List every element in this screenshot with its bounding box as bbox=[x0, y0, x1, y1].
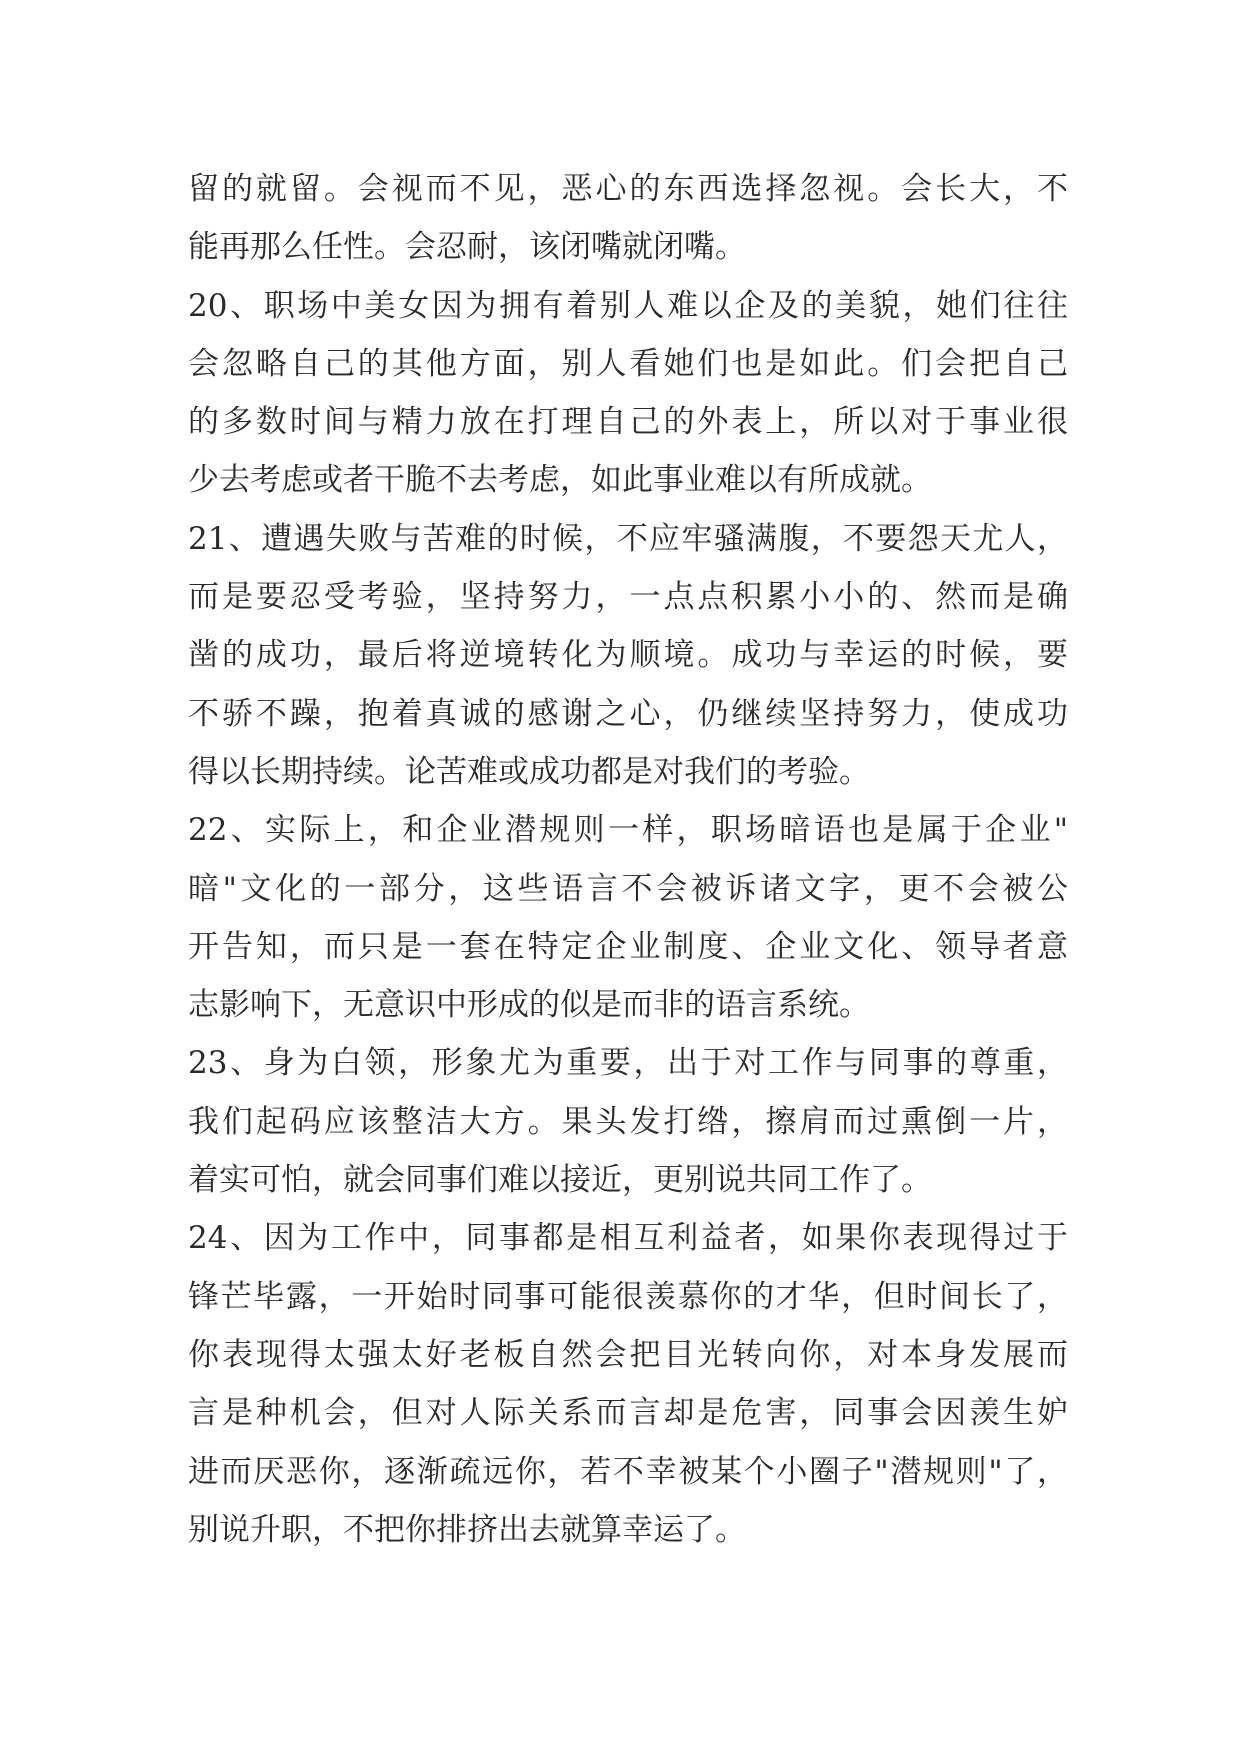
text-line: 我们起码应该整洁大方。果头发打绺，擦肩而过熏倒一片， bbox=[188, 1103, 1068, 1140]
text-line: 志影响下，无意识中形成的似是而非的语言系统。 bbox=[188, 987, 870, 1024]
paragraph-continuation bbox=[188, 160, 1068, 277]
text-line: 别说升职，不把你排挤出去就算幸运了。 bbox=[188, 1511, 746, 1548]
text-line: 22、实际上，和企业潜规则一样，职场暗语也是属于企业" bbox=[188, 812, 1068, 849]
paragraph-20 bbox=[188, 277, 1068, 510]
text-line: 会忽略自己的其他方面，别人看她们也是如此。们会把自己 bbox=[188, 345, 1068, 382]
text-line: 23、身为白领，形象尤为重要，出于对工作与同事的尊重， bbox=[188, 1045, 1068, 1082]
paragraph-21 bbox=[188, 510, 1068, 801]
text-line: 你表现得太强太好老板自然会把目光转向你，对本身发展而 bbox=[188, 1336, 1068, 1373]
text-line: 锋芒毕露，一开始时同事可能很羡慕你的才华，但时间长了， bbox=[188, 1278, 1068, 1315]
text-line: 进而厌恶你，逐渐疏远你，若不幸被某个小圈子"潜规则"了， bbox=[188, 1453, 1068, 1490]
text-line: 24、因为工作中，同事都是相互利益者，如果你表现得过于 bbox=[188, 1220, 1068, 1257]
text-line: 留的就留。会视而不见，恶心的东西选择忽视。会长大，不 bbox=[188, 171, 1068, 207]
text-line: 能再那么任性。会忍耐，该闭嘴就闭嘴。 bbox=[188, 229, 746, 266]
text-line: 而是要忍受考验，坚持努力，一点点积累小小的、然而是确 bbox=[188, 579, 1068, 616]
text-line: 不骄不躁，抱着真诚的感谢之心，仍继续坚持努力，使成功 bbox=[188, 695, 1068, 732]
text-line: 得以长期持续。论苦难或成功都是对我们的考验。 bbox=[188, 753, 870, 790]
text-line: 言是种机会，但对人际关系而言却是危害，同事会因羡生妒 bbox=[188, 1395, 1068, 1432]
text-line: 的多数时间与精力放在打理自己的外表上，所以对于事业很 bbox=[188, 404, 1068, 441]
paragraph-22 bbox=[188, 801, 1068, 1034]
text-line: 着实可怕，就会同事们难以接近，更别说共同工作了。 bbox=[188, 1162, 932, 1199]
text-line: 20、职场中美女因为拥有着别人难以企及的美貌，她们往往 bbox=[188, 287, 1068, 324]
paragraph-23 bbox=[188, 1034, 1068, 1209]
text-line: 凿的成功，最后将逆境转化为顺境。成功与幸运的时候，要 bbox=[188, 637, 1068, 674]
text-line: 少去考虑或者干脆不去考虑，如此事业难以有所成就。 bbox=[188, 462, 932, 499]
text-line: 暗"文化的一部分，这些语言不会被诉诸文字，更不会被公 bbox=[188, 870, 1068, 907]
text-line: 开告知，而只是一套在特定企业制度、企业文化、领导者意 bbox=[188, 928, 1068, 965]
paragraph-24 bbox=[188, 1209, 1068, 1559]
document-body bbox=[188, 160, 1068, 1559]
text-line: 21、遭遇失败与苦难的时候，不应牢骚满腹，不要怨天尤人， bbox=[188, 520, 1068, 557]
